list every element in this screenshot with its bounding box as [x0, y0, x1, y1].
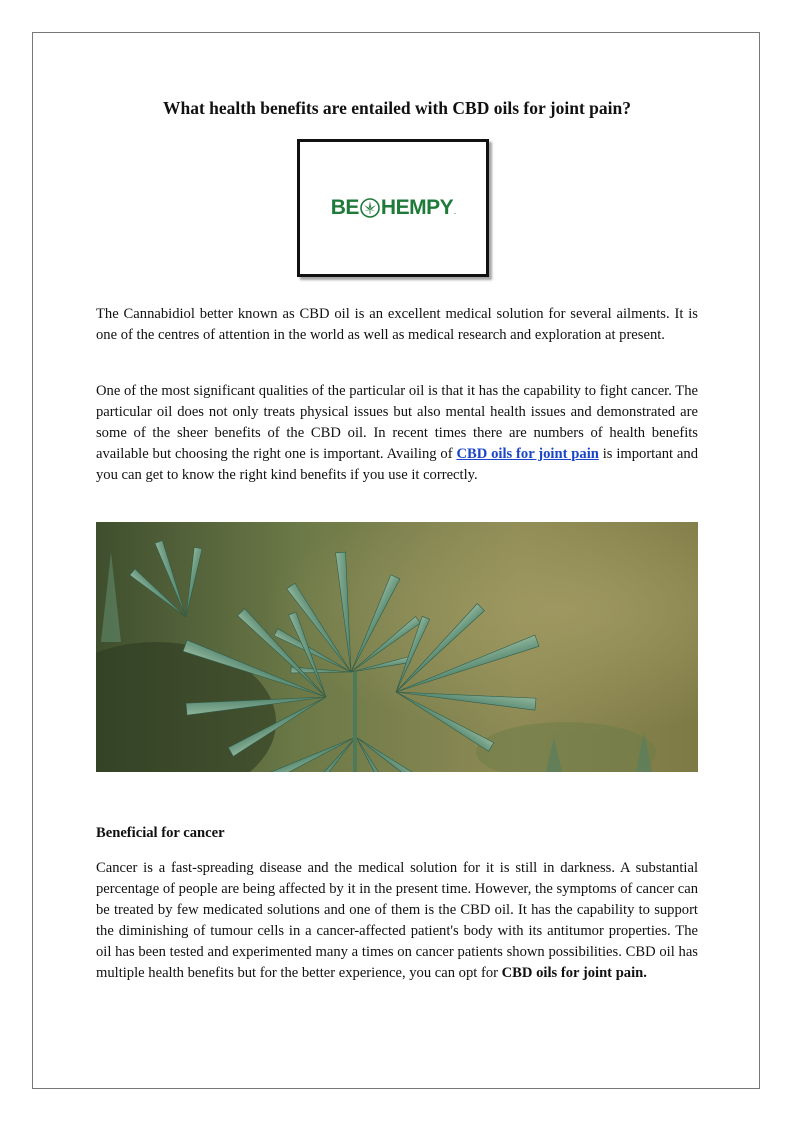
benefits-paragraph-text: One of the most significant qualities of the particular oil is that it has the capability to fight cancer. The particular oil does not only treats physical issues but also mental health issues and demonstrated are some of the sheer benefits of the CBD oil. In recent times there are numbers of health benefits available but choosing the right one is important. Availing of	[96, 383, 698, 462]
logo-text-left: BE	[330, 196, 359, 219]
intro-paragraph: The Cannabidiol better known as CBD oil is an excellent medical solution for several ailments. It is one of the centres of attention in the world as well as medical research and exploration at present.	[96, 306, 698, 343]
benefits-paragraph-text-end: is important and you can get to know the right kind benefits if you use it correctly.	[96, 446, 698, 483]
benefits-paragraph	[96, 381, 698, 486]
cannabis-plant-illustration	[96, 522, 698, 772]
logo-text-right: HEMPY	[380, 196, 454, 219]
logo-trademark: .	[454, 210, 456, 216]
cannabis-plant-photo	[96, 522, 698, 772]
cannabis-leaf-icon	[360, 198, 380, 218]
brand-logo	[331, 196, 456, 220]
page-title: What health benefits are entailed with CBD oils for joint pain?	[163, 98, 631, 118]
section-heading: Beneficial for cancer	[96, 825, 225, 841]
cancer-paragraph	[96, 858, 698, 984]
cancer-paragraph-bold: CBD oils for joint pain.	[501, 965, 647, 981]
cancer-paragraph-text: Cancer is a fast-spreading disease and the medical solution for it is still in darkness. A substantial percentage of people are being affected by it in the present time. However, the symptoms of cancer can be treated by few medicated solutions and one of them is the CBD oil. It has the capability to support the diminishing of tumour cells in a cancer-affected patient's body with its antitumor properties. The oil has been tested and experimented many a times on cancer patients shown possibilities. CBD oil has multiple health benefits but for the better experience, you can opt for	[96, 860, 698, 981]
logo-frame	[297, 139, 489, 277]
cbd-joint-pain-link[interactable]: CBD oils for joint pain	[456, 446, 599, 462]
